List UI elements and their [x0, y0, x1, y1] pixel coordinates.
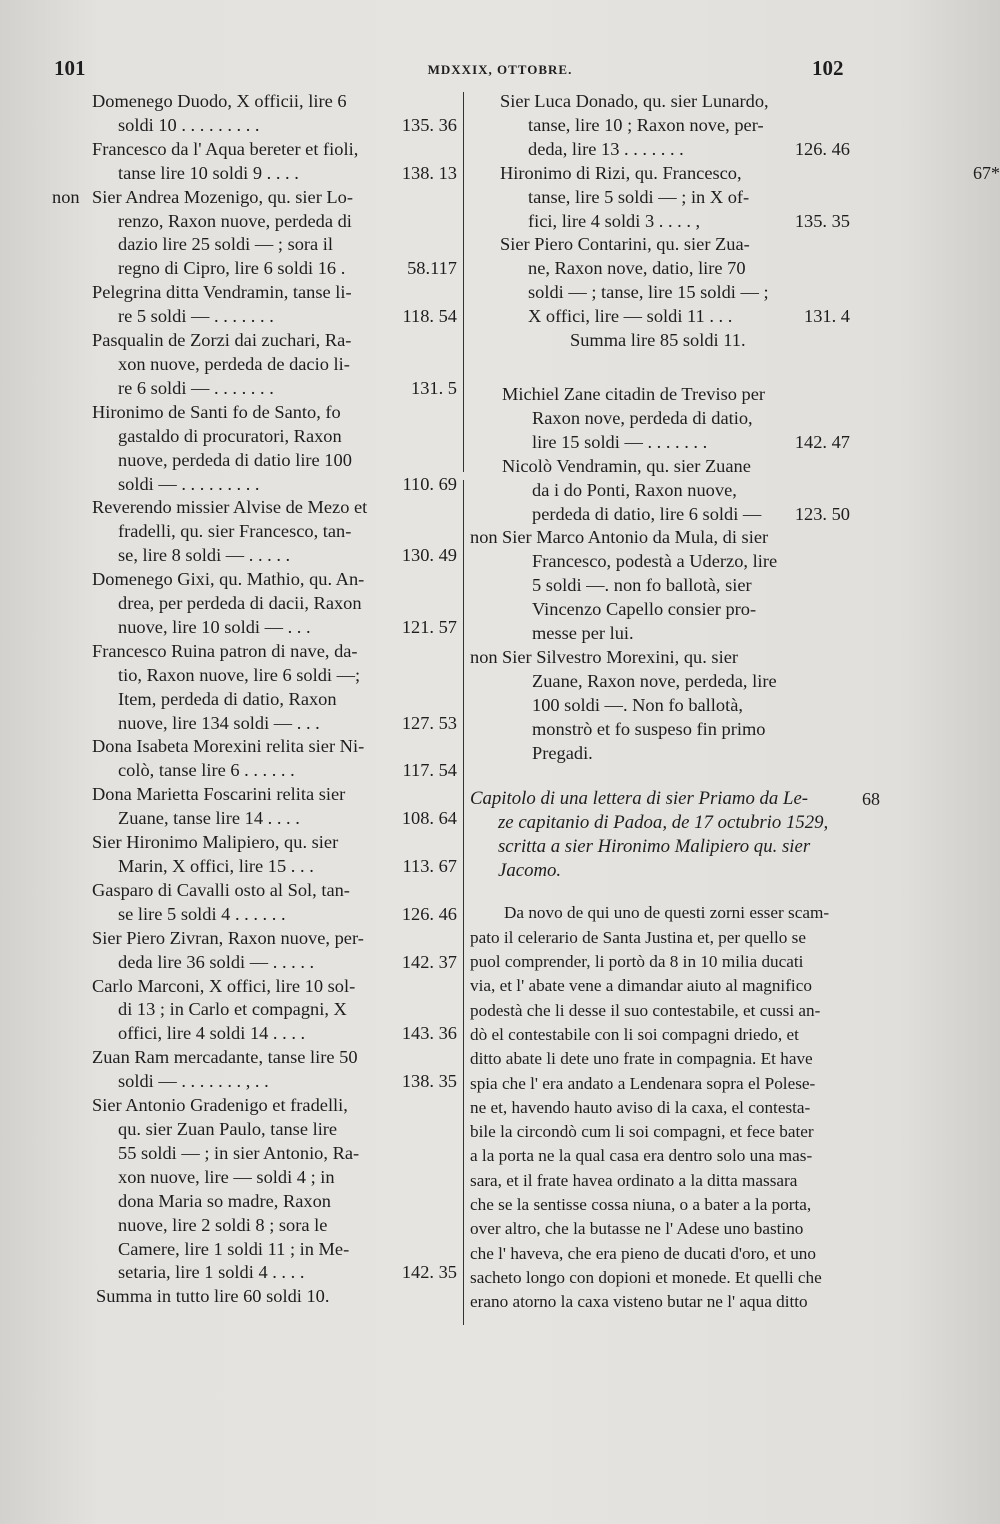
page-number-left: 101 [54, 56, 86, 80]
ledger-entry [52, 568, 457, 640]
entry-line: soldi — . . . . . . . , . . 138. 35 [52, 1070, 457, 1094]
entry-line [52, 186, 457, 210]
entry-line: lire 15 soldi — . . . . . . . 142. 47 [470, 431, 850, 455]
entry-line: Hironimo di Rizi, qu. Francesco, [500, 162, 742, 183]
letter-text [470, 901, 850, 1314]
prose-line: sacheto longo con dopioni et monede. Et quelli che [470, 1267, 822, 1287]
prose-line: che l' haveva, che era pieno de ducati d'oro, et uno [470, 1243, 816, 1263]
entry-amount: 113. 67 [402, 856, 457, 876]
entry-line: soldi — . . . . . . . . . 110. 69 [52, 473, 457, 497]
ledger-entry [52, 401, 457, 497]
caption-line: Capitolo di una lettera di sier Priamo da Le- [470, 788, 809, 810]
entry-amount: 131. 5 [411, 377, 457, 398]
entry-line: dona Maria so madre, Raxon [118, 1190, 331, 1211]
entry-line: deda, lire 13 . . . . . . . 126. 46 [470, 138, 850, 162]
ledger-entry [52, 975, 457, 1047]
entry-line: Carlo Marconi, X offici, lire 10 sol- [92, 975, 356, 996]
entry-line: nuove, lire 134 soldi — . . . 127. 53 [52, 712, 457, 736]
entry-line: deda lire 36 soldi — . . . . . 142. 37 [52, 951, 457, 975]
entry-line: tanse, lire 5 soldi — ; in X of- [528, 186, 750, 207]
prose-line: a la porta ne la qual casa era dentro solo una mas- [470, 1146, 813, 1166]
entry-amount: 142. 37 [401, 951, 457, 972]
entry-line: se lire 5 soldi 4 . . . . . . 126. 46 [52, 903, 457, 927]
prose-line: via, et l' abate vene a dimandar aiuto al magnifico [470, 976, 812, 996]
entry-line: monstrò et fo suspeso fin primo [532, 718, 766, 739]
entry-line: soldi — ; tanse, lire 15 soldi — ; [528, 282, 769, 303]
entry-amount: 127. 53 [401, 712, 457, 733]
prose-line: bile la circondò cum li soi compagni, et fece bater [470, 1122, 814, 1142]
entry-line [470, 646, 850, 670]
entry-line: fici, lire 4 soldi 3 . . . . , 135. 35 67* [470, 210, 850, 234]
entry-line: tanse, lire 10 ; Raxon nove, per- [528, 114, 764, 135]
entry-first-text: Sier Marco Antonio da Mula, di sier [502, 527, 769, 548]
ledger-entry [470, 455, 850, 527]
prose-line: ne et, havendo hauto aviso di la caxa, el contesta- [470, 1097, 811, 1117]
entry-line: Sier Hironimo Malipiero, qu. sier [92, 832, 339, 853]
entry-line: offici, lire 4 soldi 14 . . . . 143. 36 [52, 1022, 457, 1046]
entry-line [470, 526, 850, 550]
page-number-right: 102 [812, 56, 844, 80]
entry-line: Hironimo de Santi fo de Santo, fo [92, 401, 341, 422]
entry-line: colò, tanse lire 6 . . . . . . 117. 54 [52, 759, 457, 783]
entry-line: xon nuove, perdeda de dacio li- [118, 353, 350, 374]
ledger-entry [52, 138, 457, 186]
caption-line: Jacomo. [498, 860, 562, 882]
entry-line: 55 soldi — ; in sier Antonio, Ra- [118, 1142, 360, 1163]
entry-line: Nicolò Vendramin, qu. sier Zuane [502, 455, 751, 476]
entry-amount: 138. 13 [401, 162, 457, 183]
entry-line: xon nuove, lire — soldi 4 ; in [118, 1166, 335, 1187]
entry-line: tio, Raxon nuove, lire 6 soldi —; [118, 664, 361, 685]
entry-line: setaria, lire 1 soldi 4 . . . . 142. 35 [52, 1261, 457, 1285]
caption-line: ze capitanio di Padoa, de 17 octubrio 1529, [498, 812, 829, 834]
entry-prefix: non [52, 186, 80, 207]
entry-amount: 58.117 [407, 258, 457, 279]
entry-line: Marin, X offici, lire 15 . . . 113. 67 [52, 855, 457, 879]
running-title: MDXXIX, OTTOBRE. [427, 62, 573, 77]
entry-amount: 121. 57 [401, 616, 457, 637]
prose-line: over altro, che la butasse ne l' Adese uno bastino [470, 1219, 804, 1239]
entry-amount: 110. 69 [402, 473, 457, 494]
column-divider-top [463, 92, 464, 472]
entry-line: di 13 ; in Carlo et compagni, X [118, 999, 347, 1020]
ledger-entry [470, 646, 850, 766]
entry-line: dazio lire 25 soldi — ; sora il [118, 234, 334, 255]
entry-line: nuove, perdeda di datio lire 100 [118, 449, 352, 470]
entry-line: Item, perdeda di datio, Raxon [118, 688, 337, 709]
entry-line: Sier Piero Contarini, qu. sier Zua- [500, 234, 750, 255]
ledger-entry [470, 90, 850, 162]
entry-line: regno di Cipro, lire 6 soldi 16 . 58.117 [52, 257, 457, 281]
entry-line: Domenego Gixi, qu. Mathio, qu. An- [92, 569, 365, 590]
entry-amount: 143. 36 [401, 1023, 457, 1044]
entry-line: Sier Piero Zivran, Raxon nuove, per- [92, 927, 364, 948]
entry-line: nuove, lire 10 soldi — . . . 121. 57 [52, 616, 457, 640]
entry-line: Dona Isabeta Morexini relita sier Ni- [92, 736, 365, 757]
entry-amount: 142. 47 [794, 431, 850, 452]
entry-amount: 126. 46 [794, 138, 850, 159]
entry-line: Michiel Zane citadin de Treviso per [502, 383, 766, 404]
entry-line: Zuan Ram mercadante, tanse lire 50 [92, 1047, 358, 1068]
entry-line: Camere, lire 1 soldi 11 ; in Me- [118, 1238, 350, 1259]
entry-amount: 138. 35 [401, 1071, 457, 1092]
entry-line: Domenego Duodo, X officii, lire 6 [92, 91, 347, 111]
prose-line: sara, et il frate havea ordinato a la ditta massara [470, 1170, 798, 1190]
prose-line: Da novo de qui uno de questi zorni esser scam- [504, 903, 830, 923]
prose-line: puol comprender, li portò da 8 in 10 milia ducati [470, 952, 804, 972]
entry-line: fradelli, qu. sier Francesco, tan- [118, 521, 352, 542]
letter-caption [470, 787, 880, 883]
column-divider-bottom [463, 480, 464, 1325]
entry-line: Reverendo missier Alvise de Mezo et [92, 497, 368, 518]
entry-amount: 108. 64 [401, 808, 457, 829]
entry-amount: 131. 4 [804, 306, 850, 327]
prose-line: spia che l' era andato a Lendenara sopra el Polese- [470, 1073, 816, 1093]
entry-line: re 5 soldi — . . . . . . . 118. 54 [52, 305, 457, 329]
prose-line: erano atorno la caxa visteno butar ne l' aqua ditto [470, 1292, 808, 1312]
ledger-entry [52, 90, 457, 138]
entry-line: Dona Marietta Foscarini relita sier [92, 784, 346, 805]
entry-amount: 135. 36 [401, 114, 457, 135]
margin-number: 67* [973, 162, 1000, 183]
entry-line: soldi 10 . . . . . . . . . 135. 36 [52, 114, 457, 138]
entry-prefix: non [470, 646, 498, 667]
entry-line: 5 soldi —. non fo ballotà, sier [532, 575, 752, 596]
prose-line: pato il celerario de Santa Justina et, per quello se [470, 927, 806, 947]
entry-amount: 126. 46 [401, 903, 457, 924]
entry-line: nuove, lire 2 soldi 8 ; sora le [118, 1214, 328, 1235]
entry-first-text: Sier Andrea Mozenigo, qu. sier Lo- [92, 186, 353, 207]
entry-line: Francesco da l' Aqua bereter et fioli, [92, 138, 359, 159]
prose-line: podestà che li desse il suo contestabile, et cussi an- [470, 1000, 821, 1020]
entry-line: Raxon nove, perdeda di datio, [532, 407, 753, 428]
entry-line: qu. sier Zuan Paulo, tanse lire [118, 1118, 338, 1139]
entry-line: Gasparo di Cavalli osto al Sol, tan- [92, 879, 350, 900]
entry-amount: 135. 35 [794, 210, 850, 231]
entry-line: Pasqualin de Zorzi dai zuchari, Ra- [92, 330, 352, 351]
entry-line: tanse lire 10 soldi 9 . . . . 138. 13 [52, 162, 457, 186]
right-sum: Summa lire 85 soldi 11. [570, 330, 746, 351]
ledger-entry [52, 640, 457, 736]
entry-line: da i do Ponti, Raxon nuove, [532, 479, 737, 500]
entry-amount: 118. 54 [402, 306, 457, 327]
ledger-entry [470, 526, 850, 646]
ledger-entry [52, 879, 457, 927]
margin-number: 68 [862, 789, 880, 810]
entry-amount: 123. 50 [794, 503, 850, 524]
entry-line: gastaldo di procuratori, Raxon [118, 425, 342, 446]
spacer [470, 353, 850, 383]
entry-line: X offici, lire — soldi 11 . . . 131. 4 [470, 305, 850, 329]
ledger-entry [52, 1046, 457, 1094]
entry-line: perdeda di datio, lire 6 soldi — 123. 50 [470, 503, 850, 527]
entry-line: drea, per perdeda di dacii, Raxon [118, 593, 362, 614]
entry-line: re 6 soldi — . . . . . . . 131. 5 [52, 377, 457, 401]
entry-line: messe per lui. [532, 623, 634, 644]
entry-line: se, lire 8 soldi — . . . . . 130. 49 [52, 544, 457, 568]
entry-line: Pelegrina ditta Vendramin, tanse li- [92, 282, 352, 303]
entry-line: renzo, Raxon nuove, perdeda di [118, 210, 352, 231]
prose-line: dò el contestabile con li soi compagni driedo, et [470, 1024, 799, 1044]
entry-line: ne, Raxon nove, datio, lire 70 [528, 258, 746, 279]
entry-line: Sier Antonio Gradenigo et fradelli, [92, 1095, 348, 1116]
entry-line: Francesco, podestà a Uderzo, lire [532, 551, 778, 572]
ledger-entry [52, 329, 457, 401]
caption-line: scritta a sier Hironimo Malipiero qu. sier [498, 836, 811, 858]
ledger-entry [470, 233, 850, 329]
ledger-entry [470, 162, 1000, 234]
entry-line: 100 soldi —. Non fo ballotà, [532, 694, 743, 715]
prose-line: ditto abate li dete uno frate in compagnia. Et have [470, 1049, 813, 1069]
entry-line: Zuane, tanse lire 14 . . . . 108. 64 [52, 807, 457, 831]
ledger-entry [470, 383, 850, 455]
entry-line: Francesco Ruina patron di nave, da- [92, 640, 358, 661]
prose-line: che se la sentisse cossa niuna, o a bater a la porta, [470, 1195, 812, 1215]
entry-amount: 117. 54 [402, 760, 457, 781]
ledger-entry [52, 281, 457, 329]
ledger-entry [52, 496, 457, 568]
ledger-entry [52, 783, 457, 831]
ledger-entry [52, 1094, 457, 1285]
ledger-entry [52, 927, 457, 975]
entry-amount: 130. 49 [401, 545, 457, 566]
left-total: Summa in tutto lire 60 soldi 10. [96, 1286, 330, 1307]
ledger-entry [52, 186, 457, 282]
right-column [470, 90, 1000, 1315]
left-column [52, 90, 457, 1309]
entry-prefix: non [470, 527, 498, 548]
entry-line: Zuane, Raxon nove, perdeda, lire [532, 670, 777, 691]
entry-line: Sier Luca Donado, qu. sier Lunardo, [500, 91, 769, 111]
entry-amount: 142. 35 [401, 1262, 457, 1283]
entry-line: Vincenzo Capello consier pro- [532, 599, 757, 620]
ledger-entry [52, 735, 457, 783]
entry-line: Pregadi. [532, 742, 593, 763]
ledger-entry [52, 831, 457, 879]
entry-first-text: Sier Silvestro Morexini, qu. sier [502, 646, 738, 667]
